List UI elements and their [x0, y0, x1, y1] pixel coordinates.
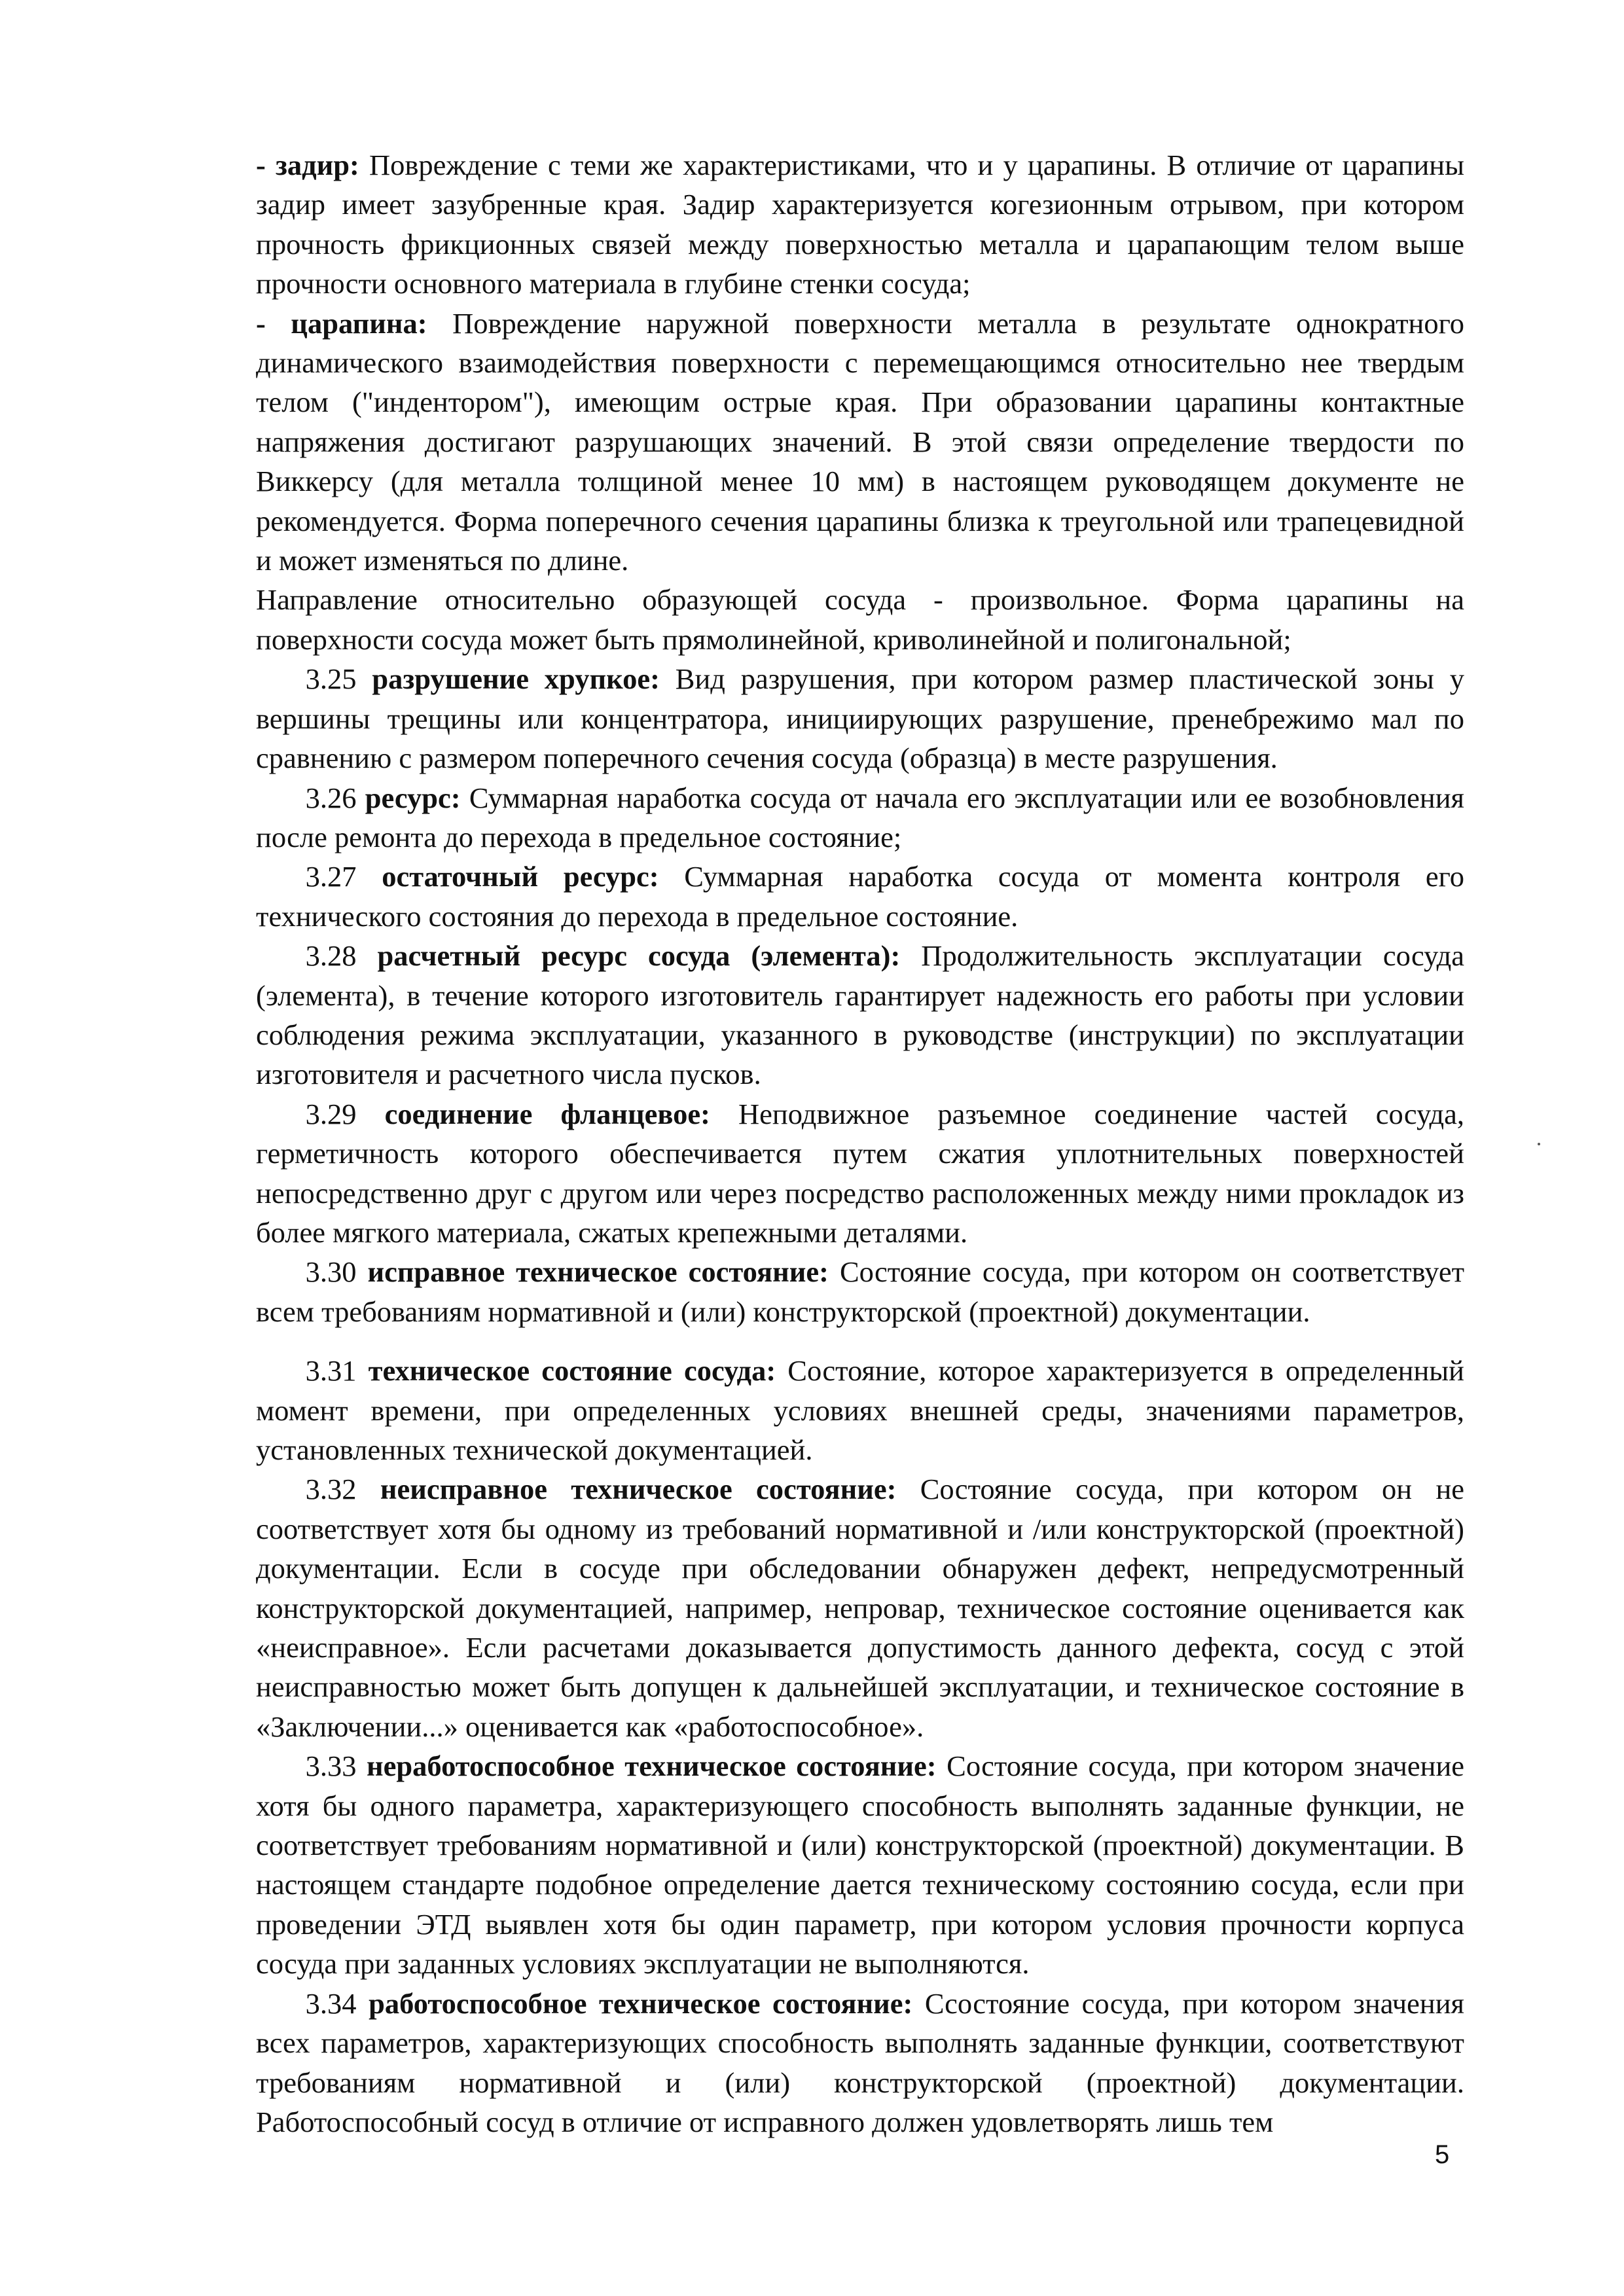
definition-3-28 — [256, 936, 1464, 1094]
definition-3-30 — [256, 1252, 1464, 1331]
term-3-26: ресурс: — [365, 781, 461, 814]
definition-text-3-31: Состояние, которое характеризуется в определенный момент времени, при определенных условиях внешней среды, значениями параметров, установленных технической документацией. — [256, 1354, 1465, 1466]
clause-number-3-27: 3.27 — [305, 860, 382, 893]
term-zadir: - задир: — [256, 149, 359, 181]
clause-number-3-31: 3.31 — [305, 1354, 369, 1388]
term-3-28: расчетный ресурс сосуда (элемента): — [377, 939, 901, 973]
document-page — [256, 145, 1464, 2142]
term-3-25: разрушение хрупкое: — [372, 662, 660, 696]
term-3-31: техническое состояние сосуда: — [368, 1354, 776, 1388]
term-3-30: исправное техническое состояние: — [367, 1255, 829, 1289]
definition-text-tsarapina: Повреждение наружной поверхности металла в результате однократного динамического взаимодействия поверхности с перемещающимся относительно нее твердым телом ("индентором"), имеющим острые края. При образовании царапины контактные напряжения достигают разрушающих значений. В этой связи определение твердости по Виккерсу (для металла толщиной менее 10 мм) в настоящем руководящем документе не рекомендуется. Форма поперечного сечения царапины близка к треугольной или трапецевидной и может изменяться по длине. — [256, 306, 1464, 577]
definition-3-27 — [256, 857, 1464, 936]
term-3-27: остаточный ресурс: — [382, 860, 659, 893]
clause-number-3-28: 3.28 — [305, 939, 378, 973]
scan-speck — [1538, 1143, 1540, 1145]
definition-text-3-30: Состояние сосуда, при котором он соответствует всем требованиям нормативной и (или) конструкторской (проектной) документации. — [256, 1255, 1465, 1328]
clause-number-3-32: 3.32 — [305, 1473, 380, 1506]
paragraph-text-napravlenie: Направление относительно образующей сосуда - произвольное. Форма царапины на поверхности сосуда может быть прямолинейной, криволинейной и полигональной; — [256, 583, 1464, 656]
definition-zadir — [256, 145, 1464, 304]
term-3-33: неработоспособное техническое состояние: — [367, 1749, 937, 1783]
paragraph-napravlenie — [256, 580, 1464, 659]
definition-text-3-25: Вид разрушения, при котором размер пластической зоны у вершины трещины или концентратора, инициирующих разрушение, пренебрежимо мал по сравнению с размером поперечного сечения сосуда (образца) в месте разрушения. — [256, 662, 1464, 775]
clause-number-text-3-25: 3.25 — [305, 662, 372, 696]
page-number: 5 — [1435, 2140, 1450, 2169]
clause-number-3-33: 3.33 — [305, 1749, 367, 1783]
definition-3-31 — [256, 1351, 1464, 1469]
definition-3-26 — [256, 778, 1464, 857]
term-tsarapina: - царапина: — [256, 306, 427, 340]
definition-3-25 — [256, 659, 1464, 778]
clause-number-3-29: 3.29 — [305, 1097, 385, 1130]
clause-number-3-30: 3.30 — [305, 1255, 368, 1289]
term-3-34: работоспособное техническое состояние: — [369, 1986, 913, 2020]
definition-text-3-26: Суммарная наработка сосуда от начала его эксплуатации или ее возобновления после ремонта до перехода в предельное состояние; — [256, 781, 1464, 853]
definition-3-32 — [256, 1469, 1464, 1746]
definition-tsarapina — [256, 304, 1464, 581]
definition-text-zadir: Повреждение с теми же характеристиками, что и у царапины. В отличие от царапины задир имеет зазубренные края. Задир характеризуется когезионным отрывом, при котором прочность фрикционных связей между поверхностью металла и царапающим телом выше прочности основного материала в глубине стенки сосуда; — [256, 149, 1464, 300]
clause-number-3-26: 3.26 — [305, 781, 365, 814]
definition-text-3-32: Состояние сосуда, при котором он не соответствует хотя бы одному из требований нормативной и /или конструкторской (проектной) документации. Если в сосуде при обследовании обнаружен дефект, непредусмотренный конструкторской документацией, например, непровар, техническое состояние оценивается как «неисправное». Если расчетами доказывается допустимость данного дефекта, сосуд с этой неисправностью может быть допущен к дальнейшей эксплуатации, и техническое состояние в «Заключении...» оценивается как «работоспособное». — [256, 1473, 1465, 1743]
definition-3-29 — [256, 1094, 1464, 1253]
clause-number-3-34: 3.34 — [305, 1986, 369, 2020]
definition-3-34 — [256, 1984, 1464, 2142]
definition-3-33 — [256, 1746, 1464, 1983]
term-3-29: соединение фланцевое: — [384, 1097, 710, 1130]
definition-text-3-33: Состояние сосуда, при котором значение хотя бы одного параметра, характеризующего способность выполнять заданные функции, не соответствует требованиям нормативной и (или) конструкторской (проектной) документации. В настоящем стандарте подобное определение дается техническому состоянию сосуда, если при проведении ЭТД выявлен хотя бы один параметр, при котором условия прочности корпуса сосуда при заданных условиях эксплуатации не выполняются. — [256, 1749, 1465, 1981]
definition-text-3-29: Неподвижное разъемное соединение частей сосуда, герметичность которого обеспечивается путем сжатия уплотнительных поверхностей непосредственно друг с другом или через посредство расположенных между ними прокладок из более мягкого материала, сжатых крепежными деталями. — [256, 1097, 1465, 1249]
clause-number-3-25 — [306, 662, 372, 695]
definition-text-3-27: Суммарная наработка сосуда от момента контроля его технического состояния до перехода в предельное состояние. — [256, 860, 1464, 933]
definition-text-3-34: Ссостояние сосуда, при котором значения всех параметров, характеризующих способность выполнять заданные функции, соответствуют требованиям нормативной и (или) конструкторской (проектной) документации. Работоспособный сосуд в отличие от исправного должен удовлетворять лишь тем — [256, 1986, 1464, 2138]
term-3-32: неисправное техническое состояние: — [380, 1473, 897, 1506]
definition-text-3-28: Продолжительность эксплуатации сосуда (элемента), в течение которого изготовитель гарантирует надежность его работы при условии соблюдения режима эксплуатации, указанного в руководстве (инструкции) по эксплуатации изготовителя и расчетного числа пусков. — [256, 939, 1465, 1091]
